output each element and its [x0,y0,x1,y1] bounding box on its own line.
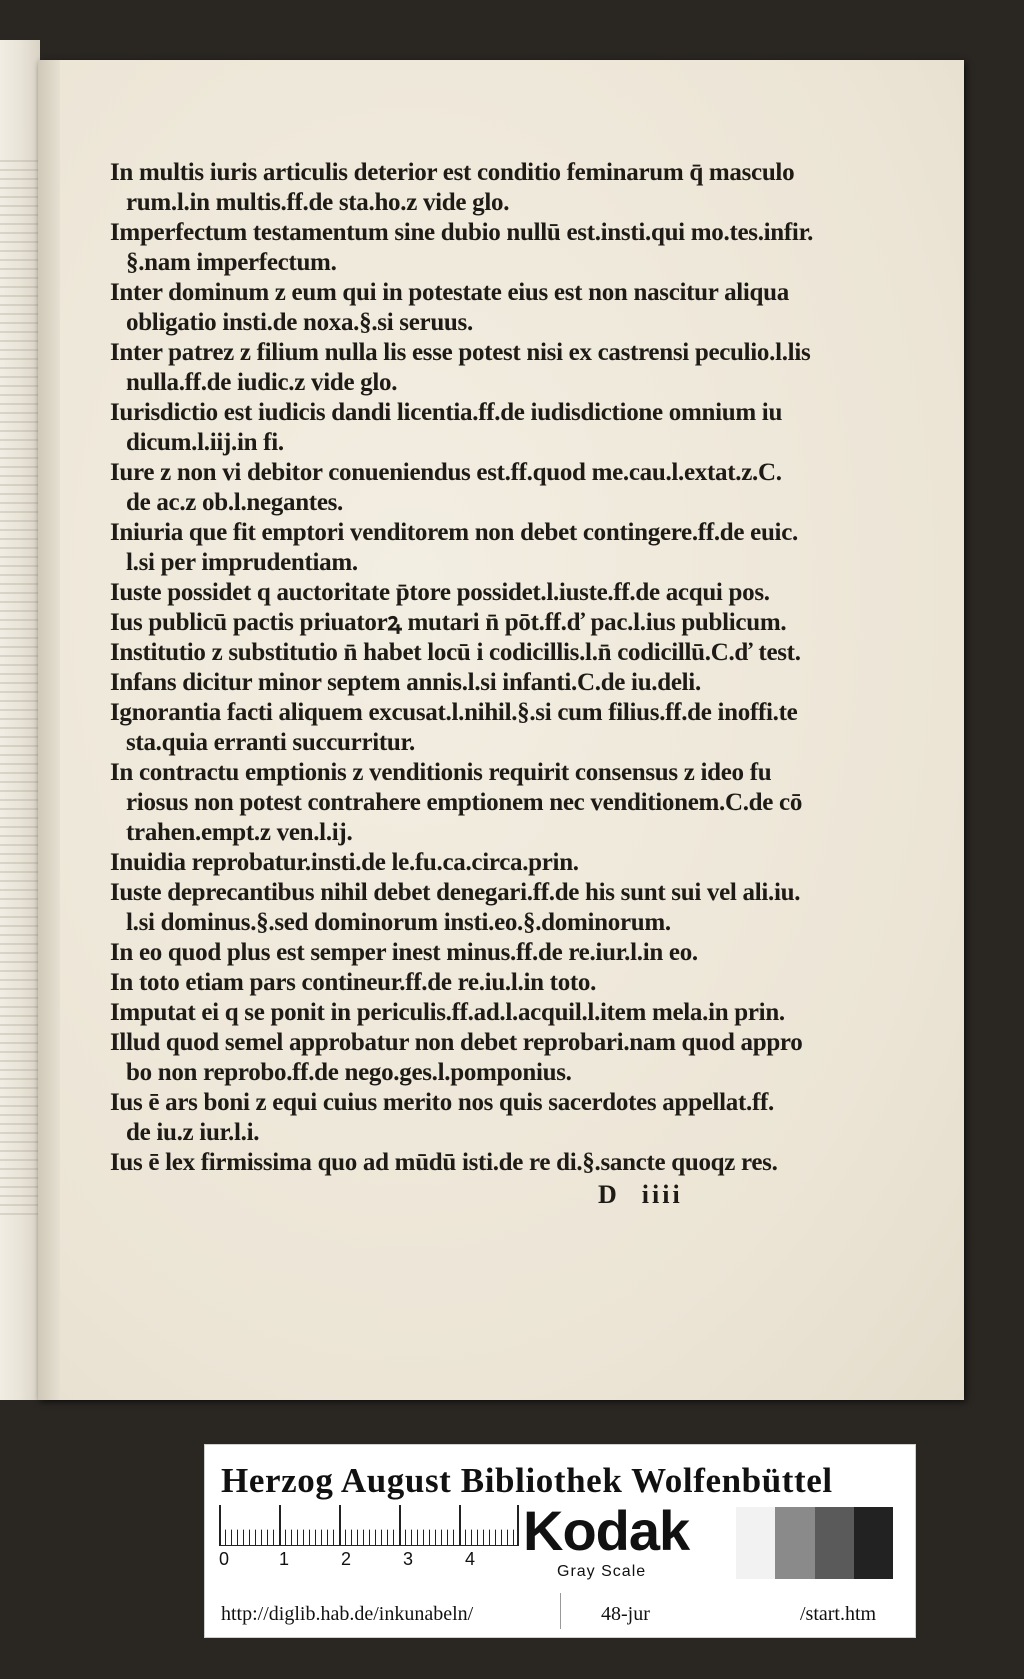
entry-continuation-line: rum.l.in multis.ff.de sta.ho.z vide glo. [126,189,510,216]
entry-continuation-line: trahen.empt.z ven.l.ij. [126,819,353,846]
gray-scale-patches [697,1507,893,1579]
entry-continuation-line: bo non reprobo.ff.de nego.ges.l.pomponius. [126,1059,572,1086]
footer-divider [560,1593,561,1629]
text-entry [110,968,790,998]
text-entry [110,518,798,578]
signature-letter: D [598,1180,620,1209]
entry-first-line: Inter dominum z eum qui in potestate eius est non nascitur aliqua [110,279,789,306]
text-entry [110,1148,790,1178]
text-entry [110,458,790,518]
entry-continuation-line: l.si dominus.§.sed dominorum insti.eo.§.dominorum. [126,909,671,936]
text-entry [110,278,790,338]
entry-continuation-line: sta.quia erranti succurritur. [126,729,415,756]
text-entry [110,638,801,668]
ruler-major-tick [399,1505,401,1545]
gray-patch [854,1507,893,1579]
library-footer [204,1444,916,1638]
entry-continuation-line: de iu.z iur.l.i. [126,1119,260,1146]
entry-first-line: Imputat ei q se ponit in periculis.ff.ad.l.acquil.l.item mela.in prin. [110,999,785,1026]
entry-first-line: In multis iuris articulis deterior est conditio feminarum q̄ masculo [110,159,795,186]
entry-first-line: Iurisdictio est iudicis dandi licentia.ff.de iudisdictione omnium iu [110,399,783,426]
gray-scale-label: Gray Scale [557,1563,647,1580]
ruler-major-tick [517,1505,519,1545]
manuscript-page [38,60,964,1400]
entry-first-line: In eo quod plus est semper inest minus.ff.de re.iur.l.in eo. [110,939,698,966]
text-entry [110,398,790,458]
entry-first-line: Iuste possidet q auctoritate p̄tore possidet.l.iuste.ff.de acqui pos. [110,579,770,606]
entry-first-line: Imperfectum testamentum sine dubio nullū est.insti.qui mo.tes.infir. [110,219,814,246]
entry-first-line: Iure z non vi debitor conueniendus est.ff.quod me.cau.l.extat.z.C. [110,459,782,486]
text-entry [110,698,798,758]
gray-patch [815,1507,854,1579]
text-entry [110,668,790,698]
entry-continuation-line: de ac.z ob.l.negantes. [126,489,343,516]
gray-patch [775,1507,814,1579]
entry-first-line: Ignorantia facti aliquem excusat.l.nihil.§.si cum filius.ff.de inoffi.te [110,699,798,726]
ruler-major-tick [459,1505,461,1545]
entry-continuation-line: riosus non potest contrahere emptionem nec venditionem.C.de cō [126,789,803,816]
text-entry [110,938,790,968]
text-entry [110,1028,803,1088]
text-entry [110,338,811,398]
adjacent-page-edge [0,40,40,1400]
entry-first-line: Institutio z substitutio n̄ habet locū i codicillis.l.n̄ codicillū.C.ď test. [110,639,801,666]
ruler-ticks [219,1505,519,1546]
ruler-number: 3 [403,1549,414,1569]
footer-url[interactable]: http://diglib.hab.de/inkunabeln/ [221,1603,474,1625]
entry-first-line: Infans dicitur minor septem annis.l.si infanti.C.de iu.deli. [110,669,701,696]
ruler-major-tick [339,1505,341,1545]
text-entry [110,758,803,818]
gray-patch [697,1507,736,1579]
text-entry [110,578,790,608]
entry-continuation-line: l.si per imprudentiam. [126,549,358,576]
signature-mark [598,1180,718,1210]
entry-first-line: Inter patrez z filium nulla lis esse potest nisi ex castrensi peculio.l.lis [110,339,811,366]
text-entry [110,1088,790,1148]
entry-first-line: Ius ē lex firmissima quo ad mūdū isti.de re di.§.sancte quoqz res. [110,1149,778,1176]
entry-first-line: In toto etiam pars contineur.ff.de re.iu.l.in toto. [110,969,597,996]
entry-continuation-line: nulla.ff.de iudic.z vide glo. [126,369,398,396]
footer-document-id: 48-jur [601,1603,650,1625]
text-entry [110,608,790,638]
text-entry [110,878,801,938]
entry-first-line: Iniuria que fit emptori venditorem non debet contingere.ff.de euic. [110,519,798,546]
text-entry [110,848,790,878]
text-entry [110,818,790,848]
ruler-number: 0 [219,1549,230,1569]
footer-start-link[interactable]: /start.htm [800,1603,877,1625]
signature-numeral: iiii [641,1180,683,1209]
entry-first-line: Illud quod semel approbatur non debet reprobari.nam quod appro [110,1029,803,1056]
scale-ruler [219,1505,519,1581]
text-entry [110,998,790,1028]
text-entry [110,218,814,278]
gray-patch [736,1507,775,1579]
entry-first-line: Inuidia reprobatur.insti.de le.fu.ca.circa.prin. [110,849,579,876]
entry-first-line: Ius ē ars boni z equi cuius merito nos quis sacerdotes appellat.ff. [110,1089,774,1116]
kodak-logo: Kodak [523,1499,690,1562]
entry-continuation-line: §.nam imperfectum. [126,249,337,276]
ruler-number: 4 [465,1549,476,1569]
text-entry [110,158,795,218]
entry-continuation-line: obligatio insti.de noxa.§.si seruus. [126,309,473,336]
ruler-number: 2 [341,1549,352,1569]
library-title: Herzog August Bibliothek Wolfenbüttel [221,1461,833,1500]
text-block [110,158,814,1178]
page-gutter [38,60,60,1400]
entry-first-line: In contractu emptionis z venditionis requirit consensus z ideo fu [110,759,772,786]
entry-first-line: Ius publicū pactis priuatorꝝ mutari n̄ pōt.ff.ď pac.l.ius publicum. [110,609,787,636]
ruler-number: 1 [279,1549,290,1569]
ruler-major-tick [279,1505,281,1545]
ruler-major-tick [219,1505,221,1545]
entry-first-line: Iuste deprecantibus nihil debet denegari.ff.de his sunt sui vel ali.iu. [110,879,801,906]
entry-continuation-line: dicum.l.iij.in fi. [126,429,284,456]
